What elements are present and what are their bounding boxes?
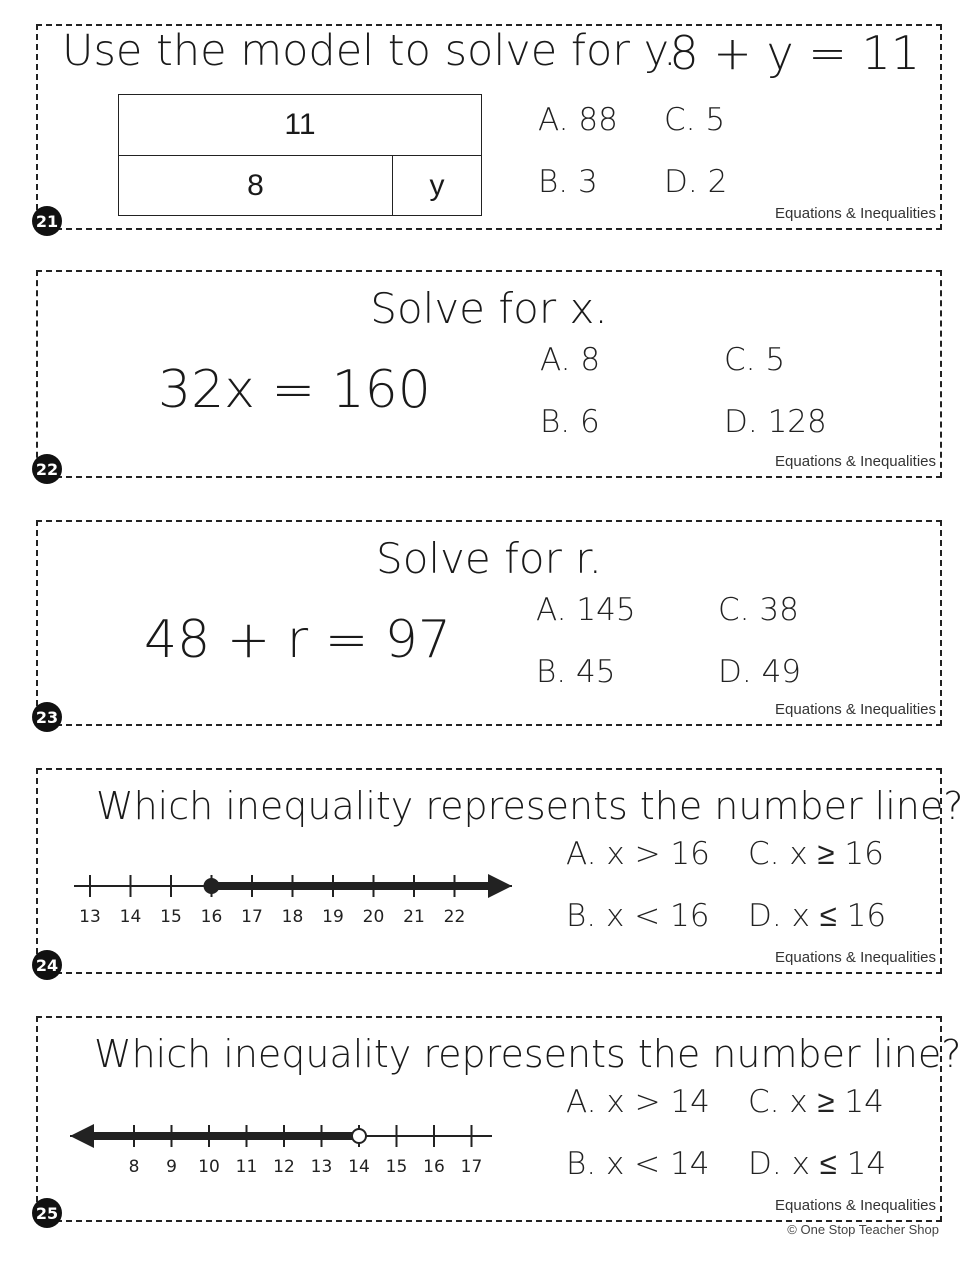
option-c[interactable]: C. 38 bbox=[718, 592, 799, 628]
bar-model-part-b: y bbox=[429, 168, 445, 202]
question-card-24 bbox=[35, 768, 964, 975]
question-equation: 32x = 160 bbox=[158, 360, 431, 420]
option-b[interactable]: B. x < 14 bbox=[566, 1146, 710, 1182]
number-line-tick-label: 20 bbox=[362, 907, 385, 927]
bar-model bbox=[118, 94, 482, 216]
option-a[interactable]: A. 145 bbox=[536, 592, 636, 628]
question-number-badge: 22 bbox=[32, 454, 62, 484]
question-card-21 bbox=[36, 24, 942, 230]
number-line-tick-label: 21 bbox=[403, 907, 425, 927]
question-card-22 bbox=[36, 270, 942, 478]
number-line bbox=[62, 1110, 502, 1180]
category-label: Equations & Inequalities bbox=[775, 1197, 936, 1214]
number-line-tick-label: 14 bbox=[348, 1157, 370, 1177]
number-line-tick-label: 13 bbox=[79, 907, 101, 927]
question-title: Solve for r. bbox=[376, 534, 602, 583]
option-c[interactable]: C. x ≥ 14 bbox=[748, 1084, 884, 1120]
question-title: Which inequality represents the number line? bbox=[96, 784, 964, 828]
number-line-tick-label: 13 bbox=[310, 1157, 333, 1177]
option-b[interactable]: B. 45 bbox=[536, 654, 616, 690]
number-line-tick-label: 14 bbox=[119, 907, 142, 927]
option-a[interactable]: A. x > 14 bbox=[566, 1084, 710, 1120]
option-d[interactable]: D. x ≤ 16 bbox=[748, 898, 887, 934]
option-b[interactable]: B. 6 bbox=[540, 404, 600, 440]
option-c[interactable]: C. 5 bbox=[724, 342, 786, 378]
number-line-tick-label: 15 bbox=[160, 907, 182, 927]
bar-model-total: 11 bbox=[119, 95, 481, 156]
arrow-right-icon bbox=[488, 874, 512, 898]
number-line-tick-label: 22 bbox=[443, 907, 466, 927]
question-card-25 bbox=[35, 1016, 962, 1223]
number-line-tick-label: 16 bbox=[200, 907, 223, 927]
option-d[interactable]: D. 2 bbox=[664, 164, 728, 200]
option-c[interactable]: C. 5 bbox=[664, 102, 726, 138]
number-line-tick-label: 18 bbox=[281, 907, 304, 927]
question-title: Which inequality represents the number line? bbox=[94, 1032, 962, 1076]
number-line bbox=[68, 860, 528, 930]
category-label: Equations & Inequalities bbox=[775, 701, 936, 718]
question-number-badge: 23 bbox=[32, 702, 62, 732]
number-line-tick-label: 17 bbox=[241, 907, 263, 927]
option-a[interactable]: A. x > 16 bbox=[566, 836, 710, 872]
category-label: Equations & Inequalities bbox=[775, 205, 936, 222]
option-d[interactable]: D. 49 bbox=[718, 654, 802, 690]
option-d[interactable]: D. 128 bbox=[724, 404, 827, 440]
copyright-notice: © One Stop Teacher Shop bbox=[787, 1222, 939, 1237]
option-d[interactable]: D. x ≤ 14 bbox=[748, 1146, 887, 1182]
question-number-badge: 21 bbox=[32, 206, 62, 236]
category-label: Equations & Inequalities bbox=[775, 453, 936, 470]
question-number-badge: 24 bbox=[32, 950, 62, 980]
number-line-tick-label: 8 bbox=[128, 1157, 140, 1177]
number-line-tick-label: 19 bbox=[322, 907, 344, 927]
number-line-tick-label: 12 bbox=[273, 1157, 295, 1177]
number-line-tick-label: 17 bbox=[460, 1157, 483, 1177]
option-a[interactable]: A. 8 bbox=[540, 342, 601, 378]
question-title: Use the model to solve for y. bbox=[62, 26, 677, 76]
question-equation: 8 + y = 11 bbox=[669, 26, 920, 80]
question-title: Solve for x. bbox=[370, 284, 608, 333]
question-number-badge: 25 bbox=[32, 1198, 62, 1228]
category-label: Equations & Inequalities bbox=[775, 949, 936, 966]
number-line-tick-label: 10 bbox=[198, 1157, 220, 1177]
option-a[interactable]: A. 88 bbox=[538, 102, 618, 138]
question-card-23 bbox=[36, 520, 942, 726]
number-line-tick-label: 15 bbox=[385, 1157, 408, 1177]
option-c[interactable]: C. x ≥ 16 bbox=[748, 836, 884, 872]
number-line-tick-label: 16 bbox=[423, 1157, 445, 1177]
option-b[interactable]: B. x < 16 bbox=[566, 898, 710, 934]
number-line-tick-label: 9 bbox=[166, 1157, 177, 1177]
arrow-left-icon bbox=[70, 1124, 94, 1148]
number-line-tick-label: 11 bbox=[235, 1157, 258, 1177]
option-b[interactable]: B. 3 bbox=[538, 164, 598, 200]
closed-dot bbox=[205, 879, 219, 893]
open-dot bbox=[352, 1129, 366, 1143]
bar-model-part-a: 8 bbox=[119, 156, 393, 215]
question-equation: 48 + r = 97 bbox=[144, 610, 451, 670]
